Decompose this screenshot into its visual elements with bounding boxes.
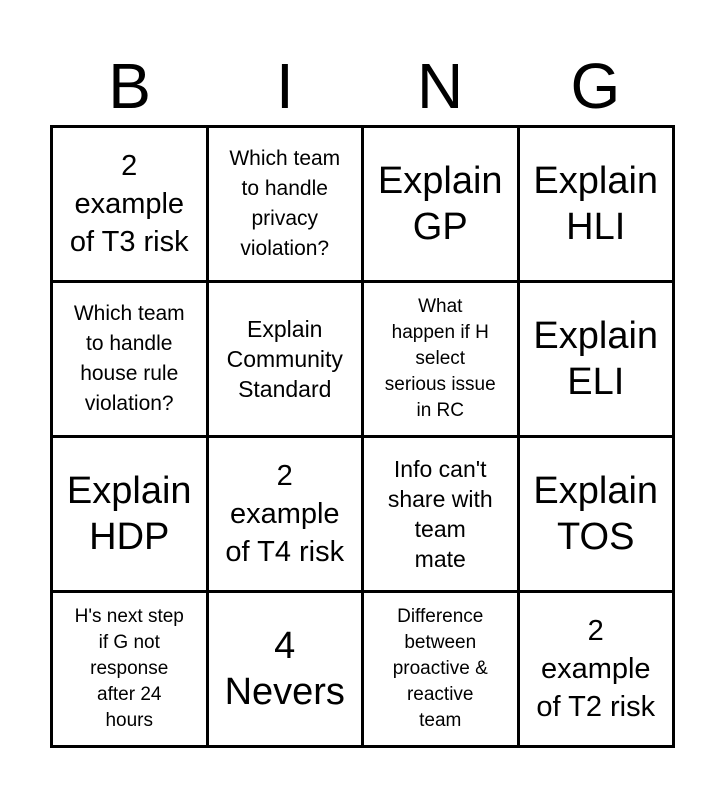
bingo-cell bbox=[364, 283, 517, 435]
bingo-cell bbox=[364, 128, 517, 280]
bingo-cell bbox=[209, 593, 362, 745]
bingo-cell bbox=[520, 438, 673, 590]
bingo-header bbox=[52, 48, 673, 124]
cell-text: 2 example of T3 risk bbox=[69, 150, 189, 258]
header-letter-b: B bbox=[108, 50, 151, 122]
cell-text: H's next step if G not response after 24 hours bbox=[74, 606, 184, 731]
cell-text: 4 Nevers bbox=[224, 625, 345, 713]
bingo-cell bbox=[53, 438, 206, 590]
cell-text: Explain HDP bbox=[66, 470, 192, 558]
cell-text: Explain ELI bbox=[533, 315, 659, 403]
bingo-cell bbox=[364, 593, 517, 745]
cell-text: What happen if H select serious issue in RC bbox=[384, 296, 496, 421]
bingo-board bbox=[50, 125, 675, 748]
cell-text: 2 example of T4 risk bbox=[225, 460, 345, 568]
cell-text: Info can't share with team mate bbox=[387, 456, 493, 572]
bingo-cell bbox=[364, 438, 517, 590]
bingo-cell bbox=[53, 128, 206, 280]
cell-text: Difference between proactive & reactive team bbox=[392, 606, 488, 731]
header-letter-i: I bbox=[275, 50, 294, 122]
cell-text: Which team to handle house rule violation? bbox=[73, 302, 185, 415]
bingo-cell bbox=[209, 128, 362, 280]
cell-text: Explain HLI bbox=[533, 160, 659, 248]
cell-text: Which team to handle privacy violation? bbox=[229, 147, 341, 260]
header-letter-g: G bbox=[570, 50, 621, 122]
bingo-cell bbox=[209, 283, 362, 435]
bingo-cell bbox=[520, 283, 673, 435]
bingo-cell bbox=[209, 438, 362, 590]
bingo-cell bbox=[53, 283, 206, 435]
cell-text: Explain GP bbox=[377, 160, 503, 248]
cell-text: Explain Community Standard bbox=[226, 316, 343, 402]
cell-text: 2 example of T2 risk bbox=[536, 615, 656, 723]
bingo-cell bbox=[520, 593, 673, 745]
cell-text: Explain TOS bbox=[533, 470, 659, 558]
bingo-cell bbox=[520, 128, 673, 280]
header-letter-n: N bbox=[417, 50, 464, 122]
bingo-cell bbox=[53, 593, 206, 745]
